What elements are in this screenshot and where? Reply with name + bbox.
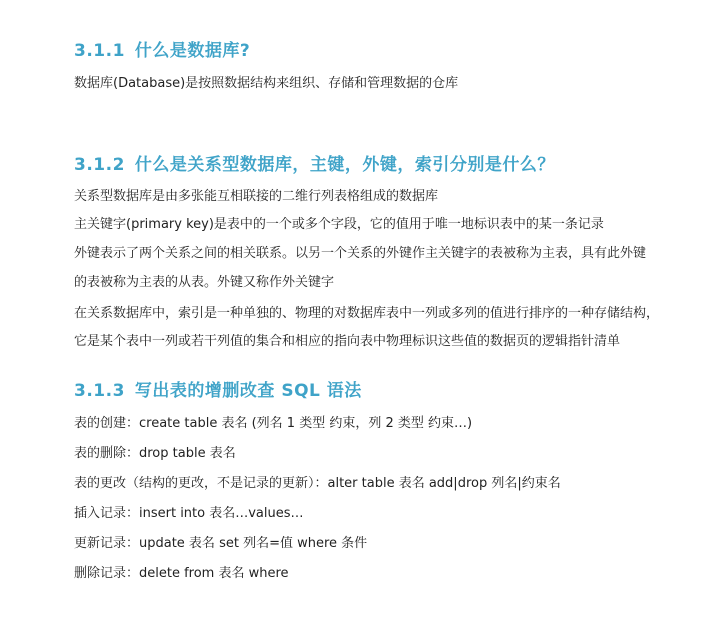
paragraph-line: 的表被称为主表的从表。外键又称作外关键字 [74, 275, 335, 290]
paragraph-line: 关系型数据库是由多张能互相联接的二维行列表格组成的数据库 [74, 189, 439, 204]
section-heading-3-1-2 [74, 150, 555, 175]
section-number: 3.1.1 [74, 41, 125, 61]
section-number: 3.1.3 [74, 381, 125, 401]
paragraph-line: 数据库(Database)是按照数据结构来组织、存储和管理数据的仓库 [74, 76, 459, 91]
section-heading-3-1-1 [74, 36, 250, 61]
paragraph-line: 表的创建：create table 表名 (列名 1 类型 约束，列 2 类型 约束…) [74, 416, 473, 431]
paragraph-line: 主关键字(primary key)是表中的一个或多个字段，它的值用于唯一地标识表中的某一条记录 [74, 217, 604, 232]
section-title: 写出表的增删改查 SQL 语法 [134, 381, 362, 401]
section-heading-3-1-3 [74, 376, 362, 401]
paragraph-line: 插入记录：insert into 表名…values… [74, 506, 304, 521]
paragraph-line: 表的更改（结构的更改，不是记录的更新）：alter table 表名 add|drop 列名|约束名 [74, 476, 561, 491]
paragraph-line: 表的删除：drop table 表名 [74, 446, 236, 461]
paragraph-line: 外键表示了两个关系之间的相关联系。以另一个关系的外键作主关键字的表被称为主表，具有此外键 [74, 246, 647, 261]
paragraph-line: 更新记录：update 表名 set 列名=值 where 条件 [74, 536, 368, 551]
section-title: 什么是数据库? [134, 41, 251, 61]
section-number: 3.1.2 [74, 155, 125, 175]
paragraph-line: 删除记录：delete from 表名 where [74, 566, 289, 581]
paragraph-line: 在关系数据库中，索引是一种单独的、物理的对数据库表中一列或多列的值进行排序的一种存储结构， [74, 306, 660, 321]
section-title: 什么是关系型数据库，主键，外键，索引分别是什么？ [134, 155, 555, 175]
paragraph-line: 它是某个表中一列或若干列值的集合和相应的指向表中物理标识这些值的数据页的逻辑指针清单 [74, 334, 621, 349]
